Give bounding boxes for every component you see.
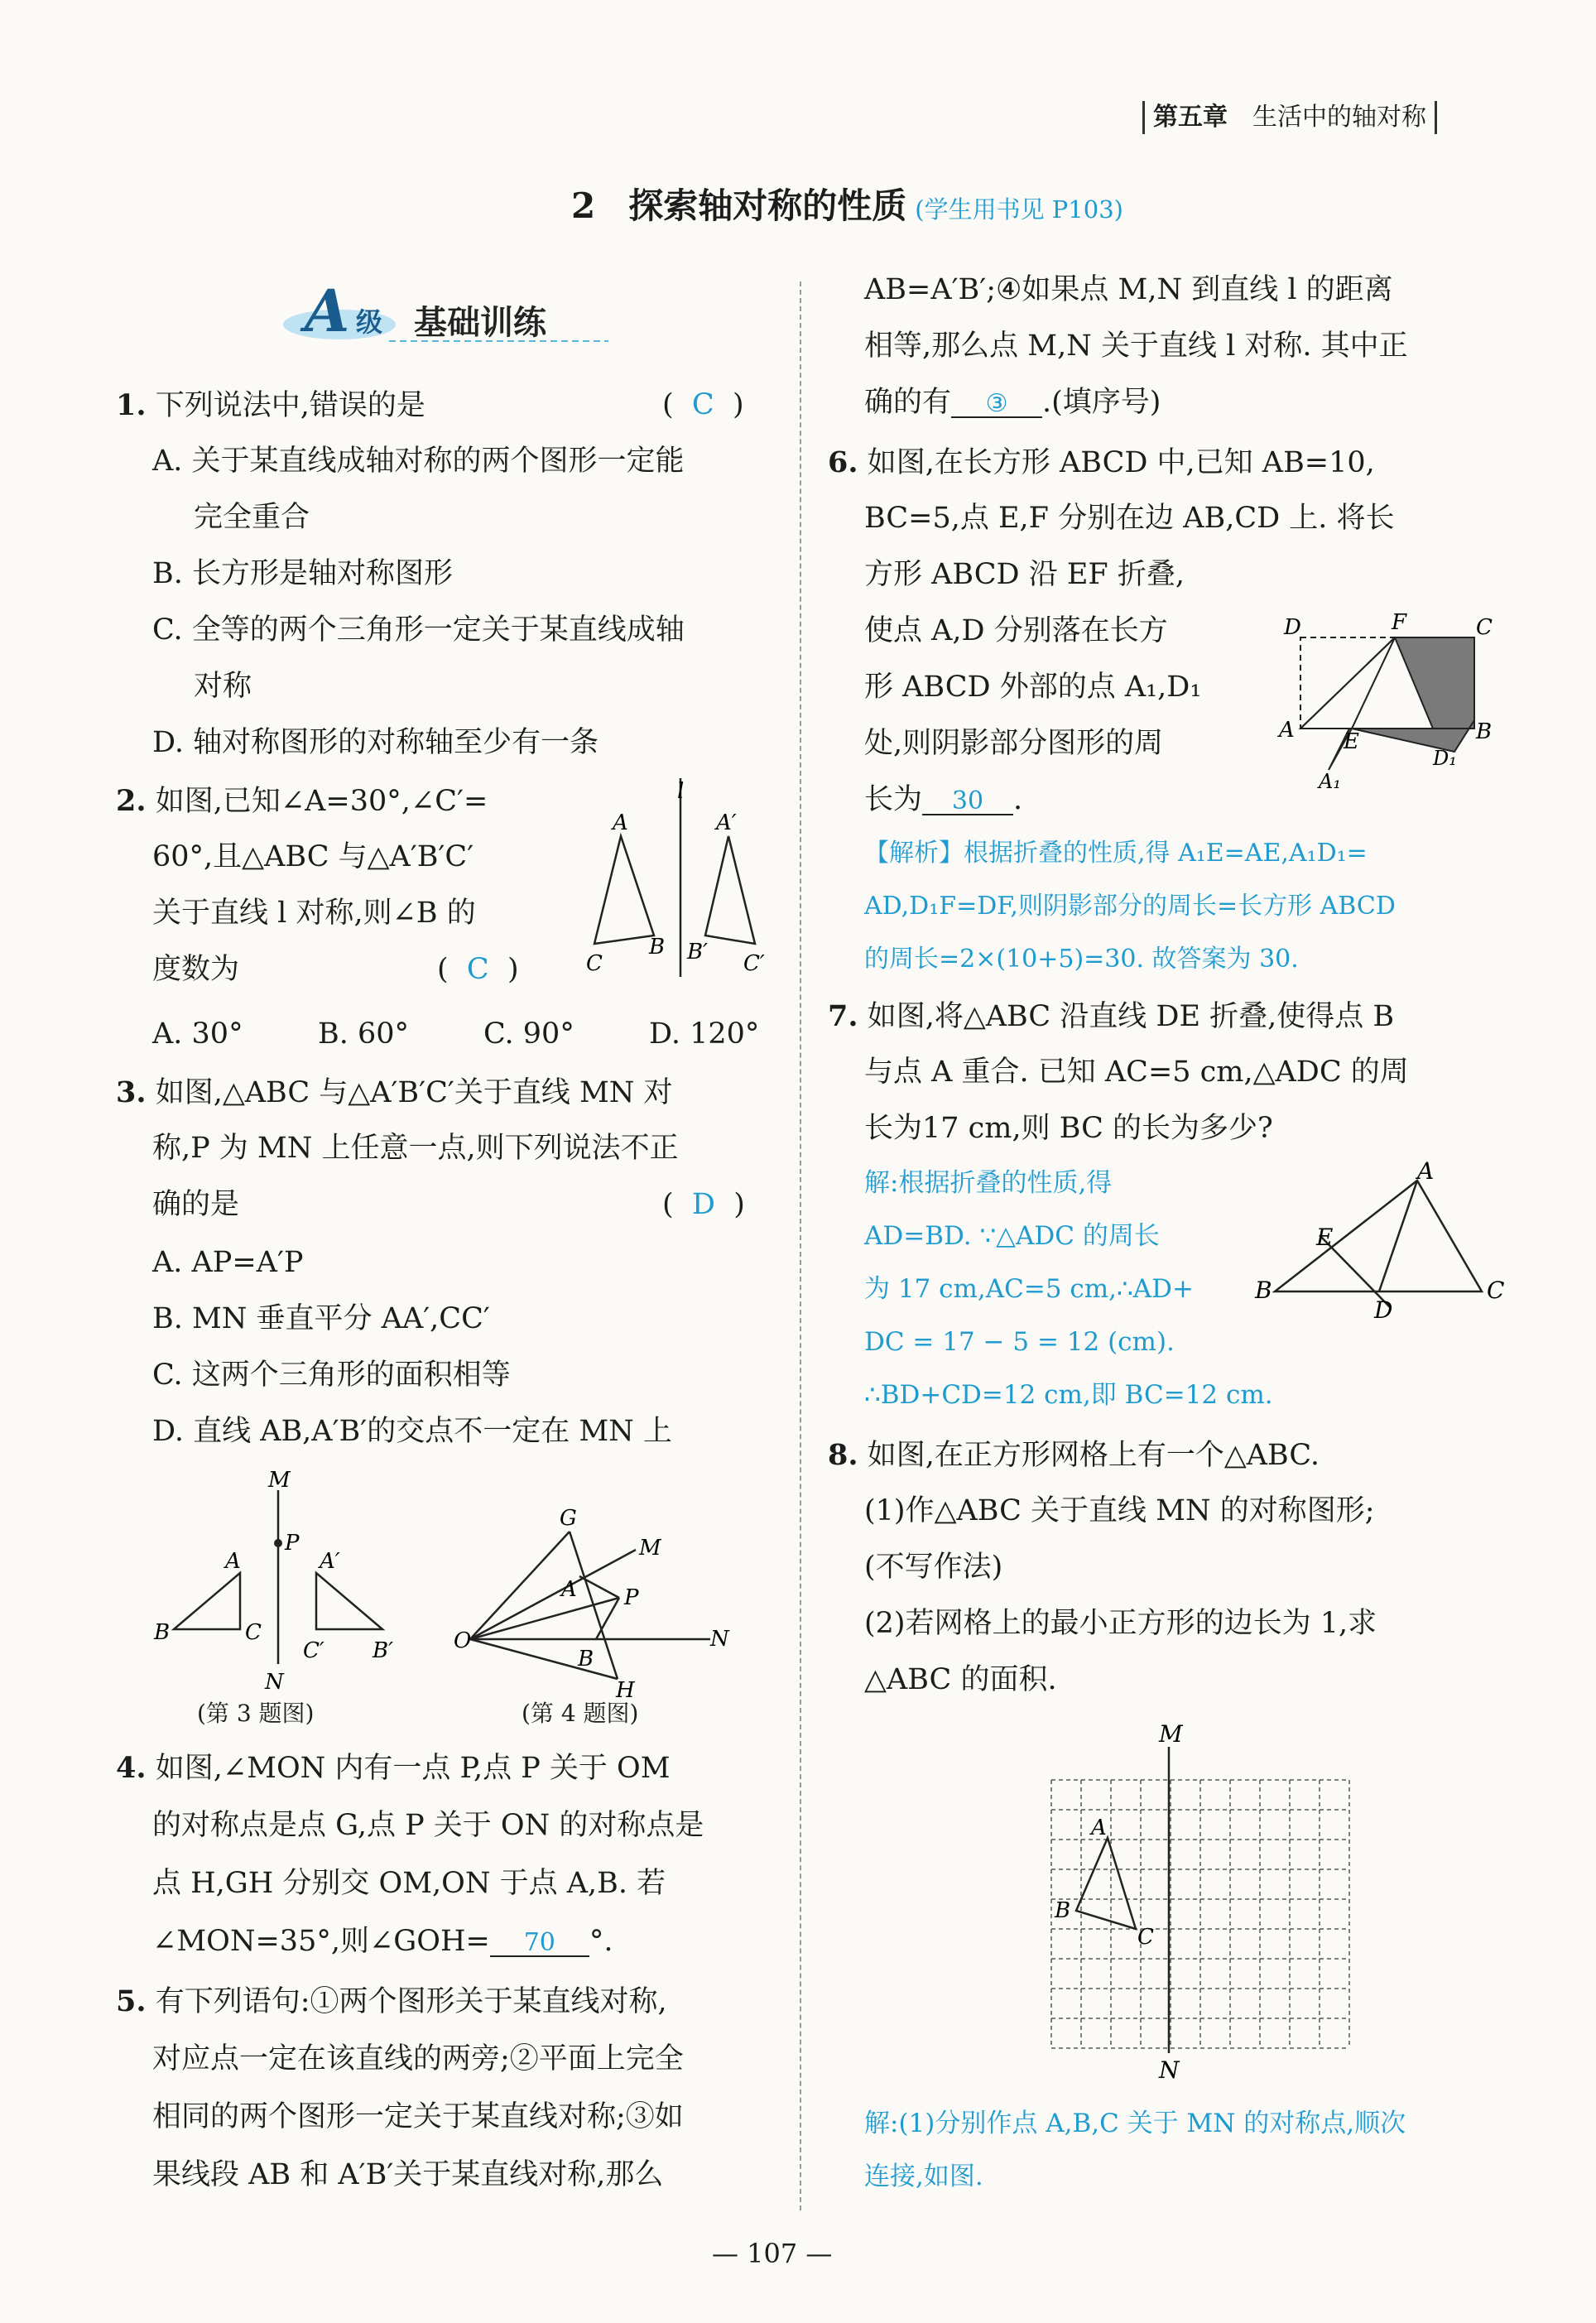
svg-text:N: N — [710, 1627, 729, 1652]
q3-line-3: 确的是 — [152, 1188, 240, 1221]
svg-text:A′: A′ — [716, 810, 737, 835]
q6-answer-blank: 30 — [922, 789, 1013, 815]
q2-text-1: 如图,已知∠A=30°,∠C′= — [155, 785, 488, 818]
q4-text-1: 如图,∠MON 内有一点 P,点 P 关于 OM — [155, 1752, 671, 1785]
q1-option-a-cont: 完全重合 — [194, 501, 310, 534]
q4-seg-og — [470, 1532, 570, 1639]
q4-line-1 — [116, 1753, 671, 1783]
q8-solution-1: 解:(1)分别作点 A,B,C 关于 MN 的对称点,顺次 — [864, 2109, 1406, 2138]
q4-end: °. — [589, 1925, 613, 1958]
svg-text:D: D — [1284, 615, 1301, 640]
q6-figure — [1279, 604, 1494, 793]
q4-seg-pa — [579, 1576, 619, 1598]
svg-text:E: E — [1344, 729, 1359, 754]
q2-number: 2. — [116, 784, 147, 818]
q8-triangle-abc — [1076, 1838, 1136, 1929]
q3-line-2: 称,P 为 MN 上任意一点,则下列说法不正 — [152, 1132, 679, 1165]
svg-text:N: N — [265, 1670, 284, 1695]
page-number: — 107 — — [712, 2238, 833, 2269]
q6-number: 6. — [828, 445, 858, 479]
q6-analysis-2: AD,D₁F=DF,则阴影部分的周长=长方形 ABCD — [864, 892, 1396, 921]
svg-text:C: C — [245, 1620, 262, 1645]
q5-line-7 — [864, 388, 1161, 418]
svg-text:A: A — [225, 1549, 241, 1574]
svg-text:A: A — [1417, 1157, 1435, 1185]
svg-text:B: B — [1476, 719, 1493, 744]
q5-end: .(填序号) — [1042, 386, 1161, 419]
q2-answer-bracket: ( C ) — [437, 953, 519, 986]
svg-text:P: P — [624, 1585, 639, 1610]
q1-option-d: D. 轴对称图形的对称轴至少有一条 — [152, 726, 599, 759]
svg-text:M: M — [268, 1468, 291, 1493]
q7-solution-4: DC = 17 − 5 = 12 (cm). — [864, 1327, 1175, 1357]
q6-shade-right — [1395, 637, 1474, 729]
q6-line-7 — [864, 783, 1023, 816]
q7-triangle-abc — [1275, 1181, 1482, 1291]
q8-line-4: (2)若网格上的最小正方形的边长为 1,求 — [864, 1607, 1377, 1640]
q1-text: 下列说法中,错误的是 — [155, 389, 425, 422]
q3-option-c: C. 这两个三角形的面积相等 — [152, 1359, 511, 1392]
q7-solution-2: AD=BD. ∵△ADC 的周长 — [864, 1221, 1160, 1251]
svg-text:C: C — [1137, 1925, 1154, 1950]
svg-text:l: l — [677, 779, 685, 804]
section-ref: (学生用书见 P103) — [915, 195, 1123, 224]
q7-figure — [1250, 1159, 1515, 1325]
q2-triangle-a1b1c1 — [705, 836, 755, 944]
q2-line-4: 度数为 — [152, 953, 240, 986]
svg-text:B: B — [1055, 1898, 1071, 1923]
q3-number: 3. — [116, 1075, 147, 1109]
q7-number: 7. — [828, 999, 858, 1033]
svg-text:A: A — [613, 810, 628, 835]
q7-line-3: 长为17 cm,则 BC 的长为多少? — [864, 1112, 1273, 1145]
q6-line-1 — [828, 445, 1375, 479]
q7-text-1: 如图,将△ABC 沿直线 DE 折叠,使得点 B — [867, 1000, 1395, 1033]
section-title-text: 探索轴对称的性质 — [628, 185, 907, 226]
svg-text:A: A — [561, 1577, 577, 1602]
q8-line-2: (1)作△ABC 关于直线 MN 的对称图形; — [864, 1494, 1375, 1527]
svg-text:O: O — [454, 1628, 472, 1653]
section-title — [571, 185, 1123, 226]
q5-line-3: 相同的两个图形一定关于某直线对称;③如 — [152, 2100, 684, 2133]
svg-text:E: E — [1316, 1224, 1334, 1251]
q6-line-4: 使点 A,D 分别落在长方 — [864, 614, 1168, 647]
q3-answer-bracket: ( D ) — [662, 1188, 745, 1221]
q1-option-a: A. 关于某直线成轴对称的两个图形一定能 — [152, 445, 685, 478]
q8-solution-2: 连接,如图. — [864, 2162, 983, 2191]
svg-text:A₁: A₁ — [1319, 770, 1341, 793]
fig3-caption: (第 3 题图) — [197, 1700, 315, 1727]
q2-line-3: 关于直线 l 对称,则∠B 的 — [152, 897, 476, 930]
q1-option-c-cont: 对称 — [194, 670, 252, 703]
svg-text:B: B — [1255, 1277, 1272, 1304]
q2-option-b: B. 60° — [318, 1017, 410, 1051]
running-header — [1142, 98, 1437, 137]
q7-line-1 — [828, 999, 1395, 1033]
q3-text-1: 如图,△ABC 与△A′B′C′关于直线 MN 对 — [155, 1076, 673, 1109]
q3-option-a: A. AP=A′P — [152, 1246, 304, 1279]
svg-text:P: P — [285, 1531, 300, 1556]
q3-line-1 — [116, 1075, 673, 1109]
svg-text:C′: C′ — [303, 1638, 324, 1663]
q8-text-1: 如图,在正方形网格上有一个△ABC. — [867, 1439, 1320, 1472]
q5-line-5: AB=A′B′;④如果点 M,N 到直线 l 的距离 — [864, 273, 1393, 306]
q5-text-1: 有下列语句:①两个图形关于某直线对称, — [155, 1985, 667, 2018]
q7-solution-3: 为 17 cm,AC=5 cm,∴AD+ — [864, 1274, 1194, 1304]
q4-line-2: 的对称点是点 G,点 P 关于 ON 的对称点是 — [152, 1809, 704, 1842]
q1-stem — [116, 388, 425, 422]
q5-text-7: 确的有 — [864, 386, 952, 419]
q1-option-c: C. 全等的两个三角形一定关于某直线成轴 — [152, 613, 685, 647]
q4-number: 4. — [116, 1751, 147, 1785]
q1-answer: C — [691, 388, 714, 421]
banner-letter: A — [305, 277, 350, 345]
q2-line-1 — [116, 786, 488, 816]
section-number: 2 — [571, 185, 596, 226]
svg-text:B′: B′ — [373, 1638, 394, 1663]
q6-text-1: 如图,在长方形 ABCD 中,已知 AB=10, — [867, 446, 1375, 479]
svg-text:C′: C′ — [743, 951, 765, 976]
q4-line-4 — [152, 1927, 613, 1957]
q3-option-b: B. MN 垂直平分 AA′,CC′ — [152, 1302, 490, 1335]
q6-text-7: 长为 — [864, 783, 923, 816]
fig4-caption: (第 4 题图) — [522, 1700, 639, 1727]
q1-number: 1. — [116, 388, 147, 422]
q7-solution-5: ∴BD+CD=12 cm,即 BC=12 cm. — [864, 1380, 1273, 1410]
q7-solution-1: 解:根据折叠的性质,得 — [864, 1168, 1113, 1198]
q6-line-6: 处,则阴影部分图形的周 — [864, 727, 1164, 760]
q5-line-6: 相等,那么点 M,N 关于直线 l 对称. 其中正 — [864, 329, 1408, 363]
q2-figure — [579, 778, 778, 993]
q2-answer: C — [466, 953, 489, 986]
banner-suffix: 级 — [356, 306, 383, 338]
q8-grid-figure — [1035, 1722, 1382, 2086]
q4-line-3: 点 H,GH 分别交 OM,ON 于点 A,B. 若 — [152, 1867, 666, 1900]
q1-option-b: B. 长方形是轴对称图形 — [152, 557, 453, 590]
q1-answer-bracket: ( C ) — [662, 388, 744, 421]
q2-option-c: C. 90° — [483, 1017, 574, 1051]
q6-line-5: 形 ABCD 外部的点 A₁,D₁ — [864, 671, 1202, 704]
q5-answer-blank: ③ — [951, 392, 1042, 418]
q4-seg-oh — [470, 1639, 618, 1679]
svg-text:C: C — [1476, 615, 1493, 640]
q8-line-1 — [828, 1440, 1320, 1470]
q6-analysis-1: 【解析】根据折叠的性质,得 A₁E=AE,A₁D₁= — [864, 839, 1368, 868]
svg-text:B: B — [154, 1620, 171, 1645]
q8-number: 8. — [828, 1438, 858, 1472]
svg-text:M: M — [1159, 1720, 1183, 1748]
svg-text:A′: A′ — [320, 1549, 340, 1574]
header-chapter-title: 生活中的轴对称 — [1252, 103, 1426, 132]
svg-text:A: A — [1279, 718, 1295, 743]
svg-text:B: B — [578, 1647, 594, 1671]
q5-number: 5. — [116, 1984, 147, 2018]
q3-option-d: D. 直线 AB,A′B′的交点不一定在 MN 上 — [152, 1415, 672, 1448]
svg-text:D₁: D₁ — [1433, 747, 1457, 770]
q3-triangle-abc — [174, 1573, 240, 1629]
svg-text:M: M — [639, 1536, 661, 1561]
q4-text-4: ∠MON=35°,则∠GOH= — [152, 1925, 490, 1958]
q3-point-p — [274, 1539, 282, 1547]
q4-figure — [454, 1474, 735, 1703]
q3-triangle-a1b1c1 — [316, 1573, 382, 1629]
svg-text:C: C — [586, 951, 603, 976]
q5-line-1 — [116, 1984, 667, 2018]
svg-text:A: A — [1091, 1816, 1107, 1840]
banner-title: 基础训练 — [414, 303, 546, 342]
q7-seg-ad — [1379, 1181, 1417, 1291]
q2-line-2: 60°,且△ABC 与△A′B′C′ — [152, 840, 474, 873]
q3-answer: D — [691, 1188, 715, 1221]
q7-line-2: 与点 A 重合. 已知 AC=5 cm,△ADC 的周 — [864, 1056, 1409, 1089]
q2-option-d: D. 120° — [649, 1017, 760, 1051]
q2-option-a: A. 30° — [152, 1017, 243, 1051]
q5-line-2: 对应点一定在该直线的两旁;②平面上完全 — [152, 2042, 684, 2075]
svg-text:C: C — [1487, 1277, 1505, 1304]
column-divider — [800, 281, 801, 2210]
q2-triangle-abc — [594, 836, 654, 944]
q4-answer-blank: 70 — [490, 1931, 589, 1957]
header-chapter: 第五章 — [1153, 103, 1228, 132]
q8-line-5: △ABC 的面积. — [864, 1663, 1057, 1696]
svg-text:H: H — [616, 1678, 635, 1703]
q6-analysis-3: 的周长=2×(10+5)=30. 故答案为 30. — [864, 945, 1299, 974]
svg-text:D: D — [1374, 1296, 1393, 1324]
q6-line-3: 方形 ABCD 沿 EF 折叠, — [864, 558, 1185, 591]
svg-text:N: N — [1159, 2056, 1180, 2084]
q8-line-3: (不写作法) — [864, 1551, 1003, 1584]
q5-line-4: 果线段 AB 和 A′B′关于某直线对称,那么 — [152, 2158, 664, 2191]
level-banner — [281, 277, 613, 348]
svg-text:F: F — [1392, 610, 1407, 635]
svg-text:B: B — [649, 935, 666, 960]
svg-text:B′: B′ — [687, 940, 709, 964]
q6-line-2: BC=5,点 E,F 分别在边 AB,CD 上. 将长 — [864, 502, 1395, 535]
q6-end: . — [1013, 783, 1023, 816]
svg-text:G: G — [560, 1506, 577, 1531]
q3-figure — [149, 1468, 430, 1695]
